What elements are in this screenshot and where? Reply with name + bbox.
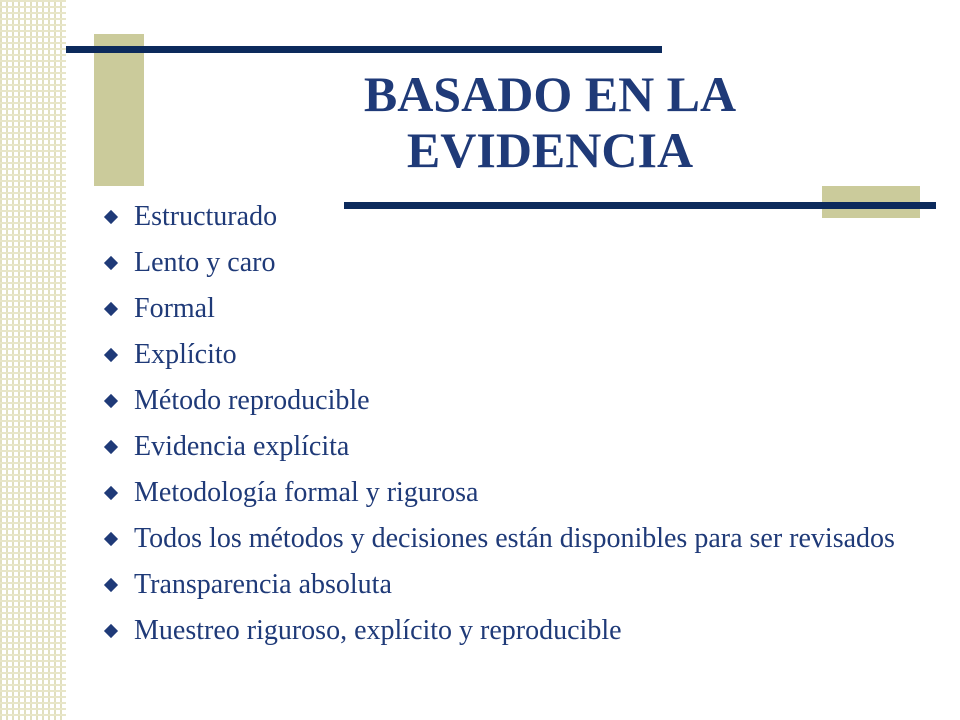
slide-title bbox=[280, 66, 820, 178]
diamond-bullet-icon bbox=[104, 394, 118, 408]
bullet-item bbox=[104, 478, 924, 508]
bullet-item bbox=[104, 570, 924, 600]
bullet-text: Formal bbox=[134, 293, 215, 324]
bullet-text: Método reproducible bbox=[134, 385, 370, 416]
diamond-bullet-icon bbox=[104, 440, 118, 454]
diamond-bullet-icon bbox=[104, 486, 118, 500]
bullet-list bbox=[104, 202, 924, 662]
left-decorative-border bbox=[0, 0, 66, 720]
bullet-item bbox=[104, 616, 924, 646]
diamond-bullet-icon bbox=[104, 624, 118, 638]
bullet-item bbox=[104, 202, 924, 232]
diamond-bullet-icon bbox=[104, 256, 118, 270]
slide-title-line-2: EVIDENCIA bbox=[406, 122, 694, 178]
bullet-text: Transparencia absoluta bbox=[134, 569, 392, 600]
bullet-item bbox=[104, 294, 924, 324]
diamond-bullet-icon bbox=[104, 302, 118, 316]
diamond-bullet-icon bbox=[104, 348, 118, 362]
bullet-text: Evidencia explícita bbox=[134, 431, 350, 462]
bullet-item bbox=[104, 340, 924, 370]
diamond-bullet-icon bbox=[104, 210, 118, 224]
bullet-text: Lento y caro bbox=[134, 247, 276, 278]
bullet-text: Todos los métodos y decisiones están disponibles para ser revisados bbox=[134, 523, 895, 554]
bullet-item bbox=[104, 386, 924, 416]
diamond-bullet-icon bbox=[104, 532, 118, 546]
bullet-text: Metodología formal y rigurosa bbox=[134, 477, 479, 508]
bullet-item bbox=[104, 248, 924, 278]
bullet-text: Muestreo riguroso, explícito y reproducible bbox=[134, 615, 622, 646]
bullet-text: Explícito bbox=[134, 339, 237, 370]
bullet-text: Estructurado bbox=[134, 201, 278, 232]
slide-title-line-1: BASADO EN LA bbox=[363, 66, 737, 122]
accent-block-top bbox=[94, 34, 144, 186]
bullet-item bbox=[104, 524, 924, 554]
title-rule-top bbox=[66, 46, 662, 53]
diamond-bullet-icon bbox=[104, 578, 118, 592]
bullet-item bbox=[104, 432, 924, 462]
